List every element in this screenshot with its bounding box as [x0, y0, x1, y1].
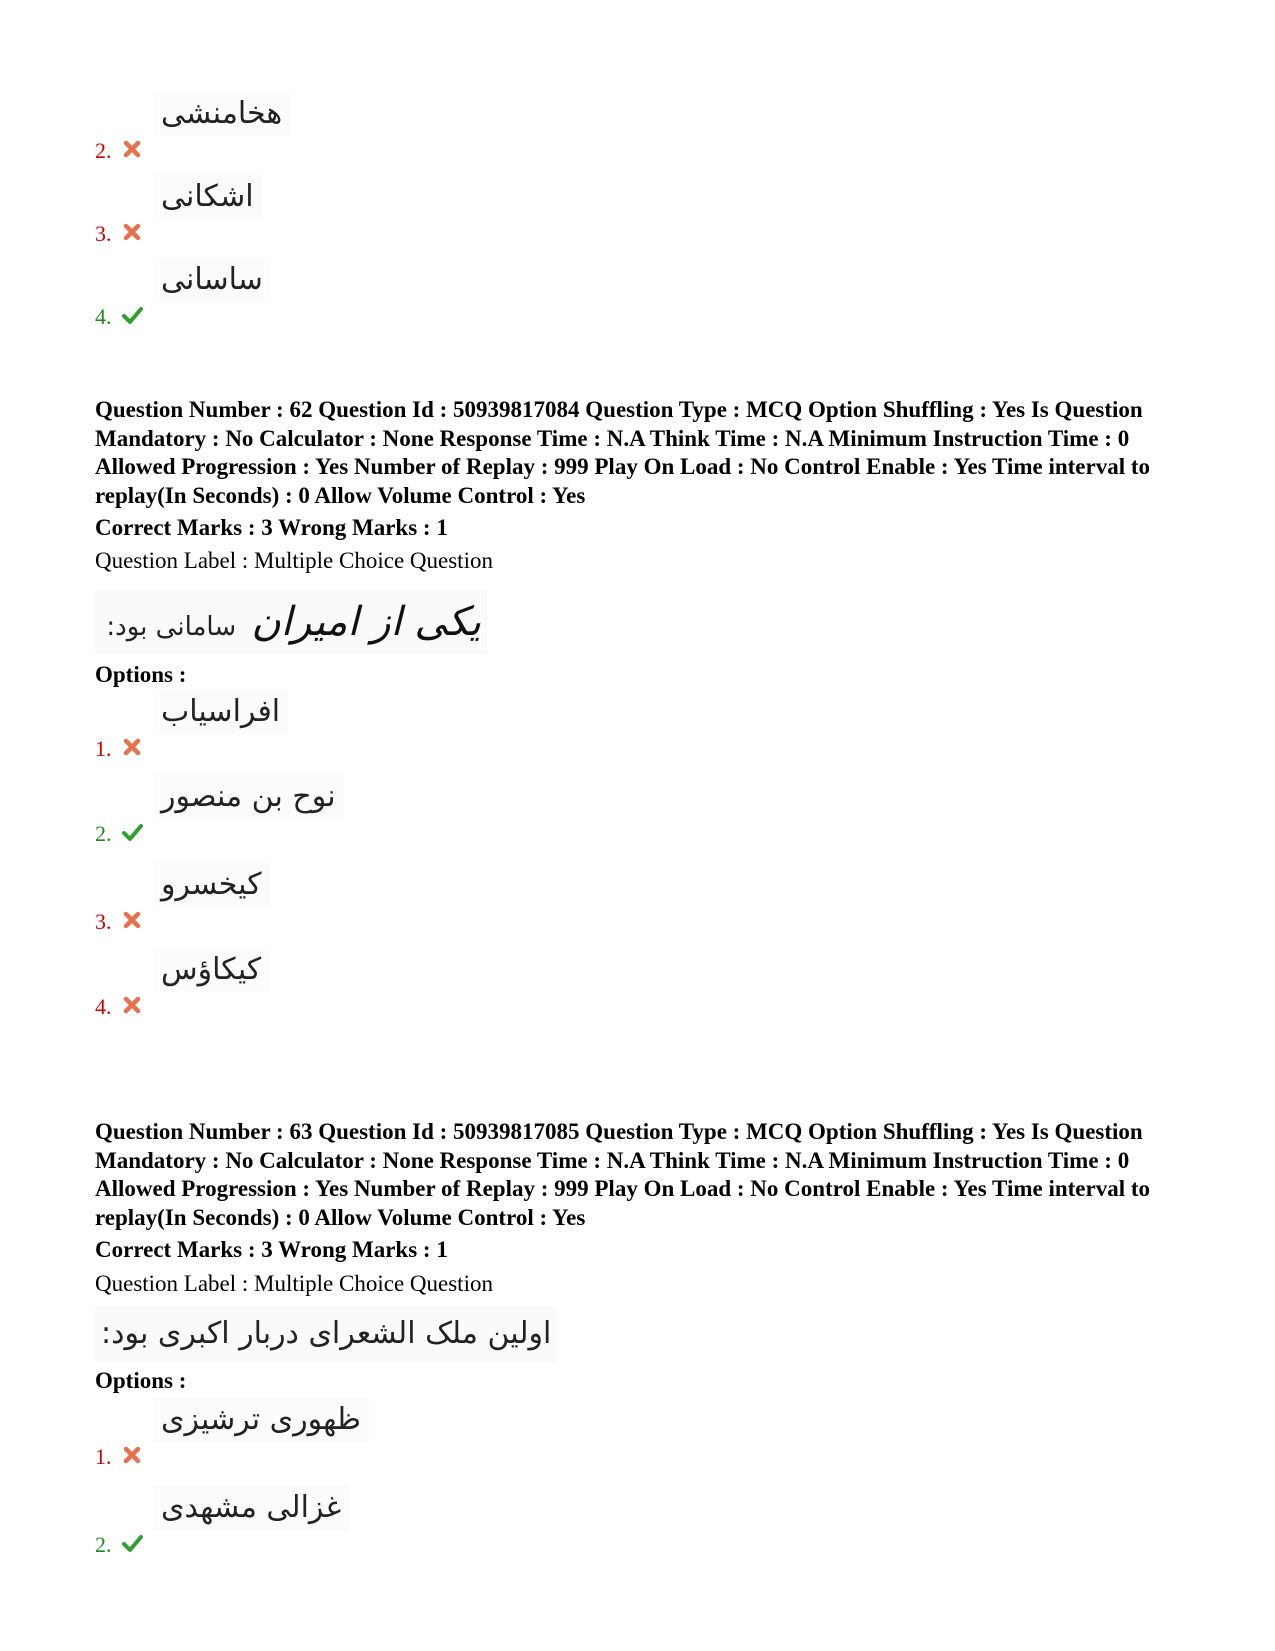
option-text: ظهوری ترشیزی: [153, 1398, 369, 1442]
cross-icon: [121, 221, 143, 243]
option-4: [95, 258, 395, 328]
question-text: سامانی بود:: [106, 612, 237, 642]
check-icon: [121, 1532, 143, 1554]
option-text: کیخسرو: [153, 863, 270, 907]
cross-icon: [121, 909, 143, 931]
options-title: Options :: [95, 1368, 187, 1393]
option-4: [95, 948, 395, 1018]
option-1: [95, 1398, 395, 1468]
question-label: Question Label : Multiple Choice Question: [95, 548, 493, 573]
question-meta: Question Number : 63 Question Id : 50939817085 Question Type : MCQ Option Shuffling : Yes Is Question Mandatory : No Calculator : None Response Time : N.A Think Time : N.A Minimum Instruction Time : 0 Allowed Progression : Yes Number of Replay : 999 Play On Load : No Control Enable : Yes Time interval to replay(In Seconds) : 0 Allow Volume Control : Yes: [95, 1119, 1151, 1230]
option-text: کیکاؤس: [153, 948, 269, 992]
question-marks: Correct Marks : 3 Wrong Marks : 1: [95, 1237, 448, 1262]
option-number: 2.: [95, 138, 112, 163]
option-2: [95, 92, 395, 162]
option-number: 2.: [95, 1532, 112, 1557]
check-icon: [121, 821, 143, 843]
cross-icon: [121, 994, 143, 1016]
option-number: 4.: [95, 994, 112, 1019]
question-image: [95, 1306, 557, 1362]
option-number: 4.: [95, 304, 112, 329]
question-image: [95, 590, 487, 654]
cross-icon: [121, 1444, 143, 1466]
question-meta: Question Number : 62 Question Id : 50939817084 Question Type : MCQ Option Shuffling : Yes Is Question Mandatory : No Calculator : None Response Time : N.A Think Time : N.A Minimum Instruction Time : 0 Allowed Progression : Yes Number of Replay : 999 Play On Load : No Control Enable : Yes Time interval to replay(In Seconds) : 0 Allow Volume Control : Yes: [95, 397, 1151, 508]
option-number: 1.: [95, 1444, 112, 1469]
option-text: نوح بن منصور: [153, 775, 344, 819]
option-2: [95, 1486, 395, 1556]
option-text: اشکانی: [153, 175, 262, 219]
option-number: 2.: [95, 821, 112, 846]
option-2: [95, 775, 395, 845]
option-text: ساسانی: [153, 258, 271, 302]
question-text-handwritten: یکی از امیران: [251, 599, 481, 645]
option-3: [95, 175, 395, 245]
check-icon: [121, 304, 143, 326]
option-text: غزالی مشهدی: [153, 1486, 349, 1530]
option-text: افراسیاب: [153, 690, 288, 734]
options-title: Options :: [95, 662, 187, 687]
option-number: 3.: [95, 221, 112, 246]
option-text: هخامنشی: [153, 92, 290, 136]
question-label: Question Label : Multiple Choice Question: [95, 1271, 493, 1296]
option-number: 1.: [95, 736, 112, 761]
option-3: [95, 863, 395, 933]
question-text: اولین ملک الشعرای دربار اکبری بود:: [101, 1316, 552, 1351]
cross-icon: [121, 138, 143, 160]
option-1: [95, 690, 395, 760]
question-marks: Correct Marks : 3 Wrong Marks : 1: [95, 515, 448, 540]
option-number: 3.: [95, 909, 112, 934]
cross-icon: [121, 736, 143, 758]
